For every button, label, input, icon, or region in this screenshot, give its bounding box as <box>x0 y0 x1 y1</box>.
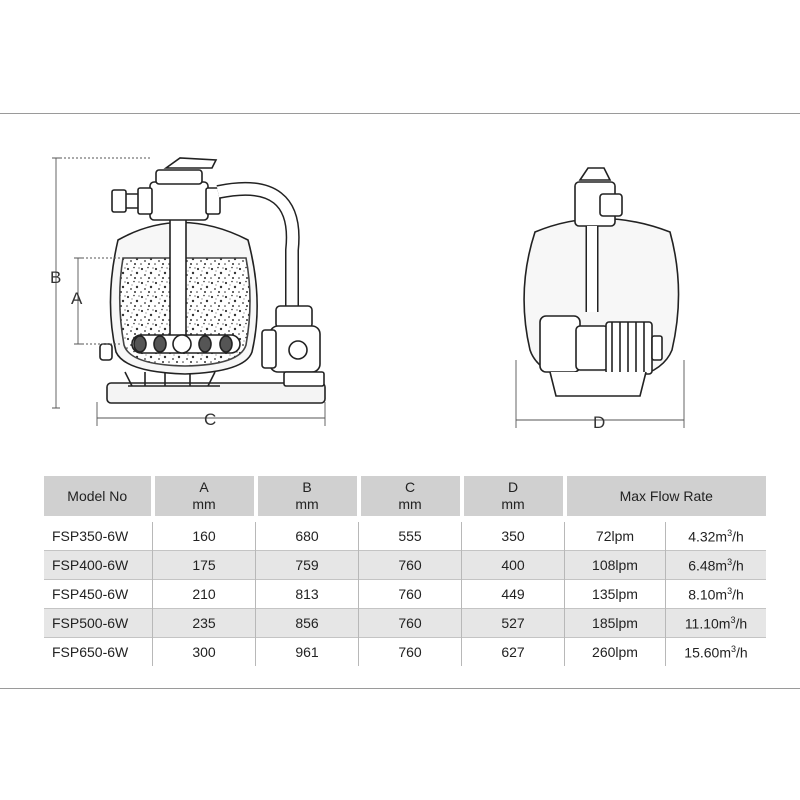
cell-b: 856 <box>256 609 359 638</box>
cell-c: 760 <box>359 580 462 609</box>
spec-table <box>44 476 766 666</box>
cell-flow-m3h: $15.60m^3/h$ <box>666 638 767 667</box>
cell-a: 210 <box>153 580 256 609</box>
cell-c: 555 <box>359 519 462 551</box>
header-flow-rate: Max Flow Rate <box>565 476 767 519</box>
cell-model: FSP450-6W <box>44 580 153 609</box>
cell-flow-m3h: $8.10m^3/h$ <box>666 580 767 609</box>
valve-handle <box>166 158 216 168</box>
cell-model: FSP400-6W <box>44 551 153 580</box>
right-filter-view <box>516 168 684 428</box>
cell-model: FSP650-6W <box>44 638 153 667</box>
dim-label-b: B <box>50 268 62 287</box>
cell-b: 759 <box>256 551 359 580</box>
cell-b: 680 <box>256 519 359 551</box>
cell-flow-m3h: $11.10m^3/h$ <box>666 609 767 638</box>
cell-a: 235 <box>153 609 256 638</box>
side-pump <box>540 316 662 396</box>
left-filter-view <box>52 158 325 426</box>
cell-d: 627 <box>462 638 565 667</box>
cell-d: 350 <box>462 519 565 551</box>
cell-a: 175 <box>153 551 256 580</box>
laterals <box>132 335 240 353</box>
cell-flow-lpm: 260lpm <box>565 638 666 667</box>
dim-label-a: A <box>71 289 83 308</box>
header-b: B mm <box>256 476 359 519</box>
cell-d: 400 <box>462 551 565 580</box>
header-model: Model No <box>44 476 153 519</box>
central-pipe <box>170 218 186 343</box>
cell-c: 760 <box>359 609 462 638</box>
pump <box>262 306 324 386</box>
dim-label-d: D <box>593 413 606 432</box>
cell-flow-lpm: 185lpm <box>565 609 666 638</box>
bottom-frame-line <box>0 688 800 689</box>
cell-model: FSP500-6W <box>44 609 153 638</box>
table-row <box>44 580 766 609</box>
cell-a: 300 <box>153 638 256 667</box>
valve-body <box>150 182 208 220</box>
cell-model: FSP350-6W <box>44 519 153 551</box>
dim-label-c: C <box>204 410 217 429</box>
table-row <box>44 519 766 551</box>
cell-b: 961 <box>256 638 359 667</box>
cell-c: 760 <box>359 551 462 580</box>
cell-a: 160 <box>153 519 256 551</box>
header-c: C mm <box>359 476 462 519</box>
cell-b: 813 <box>256 580 359 609</box>
table-row <box>44 638 766 667</box>
table-row <box>44 609 766 638</box>
cell-d: 449 <box>462 580 565 609</box>
table-row <box>44 551 766 580</box>
cell-flow-m3h: $6.48m^3/h$ <box>666 551 767 580</box>
drain-plug <box>100 344 112 360</box>
cell-flow-lpm: 108lpm <box>565 551 666 580</box>
header-a: A mm <box>153 476 256 519</box>
cell-d: 527 <box>462 609 565 638</box>
header-d: D mm <box>462 476 565 519</box>
cell-flow-lpm: 135lpm <box>565 580 666 609</box>
cell-flow-m3h: $4.32m^3/h$ <box>666 519 767 551</box>
table-header-row <box>44 476 766 519</box>
cell-flow-lpm: 72lpm <box>565 519 666 551</box>
cell-c: 760 <box>359 638 462 667</box>
